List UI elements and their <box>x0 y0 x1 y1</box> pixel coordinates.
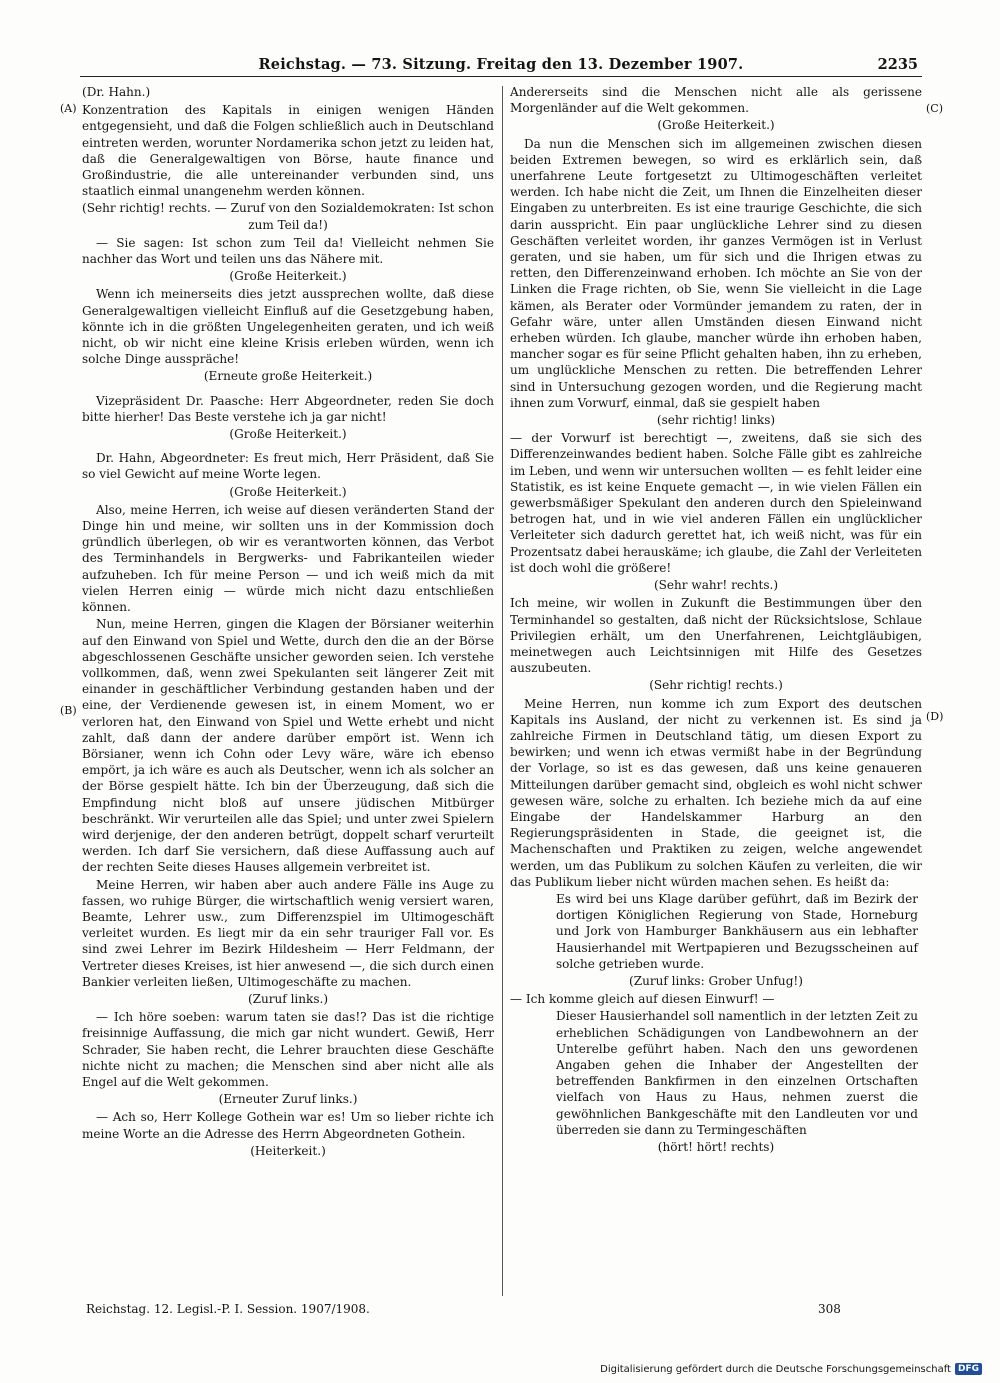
running-header <box>80 54 922 77</box>
interjection: (Große Heiterkeit.) <box>657 118 775 133</box>
paragraph: — Ach so, Herr Kollege Gothein war es! Um so lieber richte ich meine Worte an die Adresse des Herrn Abgeordneten Gothein. <box>82 1110 494 1141</box>
interjection: (Sehr richtig! rechts. — Zuruf von den Sozialdemokraten: Ist schon zum Teil da!) <box>82 201 495 232</box>
digitization-credit <box>600 1363 982 1375</box>
speaker-head: (Dr. Hahn.) <box>82 85 151 99</box>
quoted-passage: Dieser Hausierhandel soll namentlich in der letzten Zeit zu erheblichen Schädigungen von Landbewohnern an der Unterelbe geführt haben. Nach den uns gewordenen Angaben gehen die Inhaber der Angestellten der betreffenden Bankfirmen in den einzelnen Ortschaften vielfach von Haus zu Haus, nehmen zuerst die gewöhnlichen Bankgeschäfte mit den Landleuten vor und überreden sie dann zu Termingeschäften <box>556 1009 918 1137</box>
right-column <box>510 84 922 1157</box>
paragraph: Meine Herren, nun komme ich zum Export des deutschen Kapitals ins Ausland, der nicht zu verkennen ist. Es sind ja zahlreiche Firmen in Deutschland tätig, um diesen Export zu bewirken; und wenn ich etwas vermißt habe in der Begründung der Vorlage, so ist es das gewesen, daß uns keine genaueren Mitteilungen darüber gemacht sind, obgleich es wohl nicht schwer gewesen wäre, solche zu erhalten. Ich beziehe mich da auf eine Eingabe der Handelskammer Harburg an den Regierungspräsidenten in Stade, die geeignet ist, die Machenschaften und Praktiken zu zeigen, welche angewendet werden, um das Publikum zu solchen Käufen zu verleiten, die wir das Publikum lieber nicht würden machen sehen. Es heißt da: <box>510 696 922 889</box>
interjection: (Große Heiterkeit.) <box>229 427 347 442</box>
paragraph: Vizepräsident Dr. Paasche: Herr Abgeordneter, reden Sie doch bitte hierher! Das Beste verstehe ich ja gar nicht! <box>82 393 494 424</box>
paragraph: Ich meine, wir wollen in Zukunft die Bestimmungen über den Terminhandel so gestalten, daß nicht der Rücksichtslose, Schlaue Privilegien erhält, um den Unerfahrenen, Leichtgläubigen, meinetwegen auch Leichtsinnigen mit Hilfe des Gesetzes auszubeuten. <box>510 596 922 676</box>
margin-marker-d: (D) <box>926 710 944 723</box>
paragraph: Nun, meine Herren, gingen die Klagen der Börsianer weiterhin auf den Einwand von Spiel und Wette, durch den die an der Börse abgeschlossenen Geschäfte unsicher geworden seien. Ich verstehe vollkommen, daß, wenn zwei Spekulanten seit längerer Zeit mit einander in geschäftlicher Verbindung gestanden haben und der eine, der Verdienende gewesen ist, in einem Moment, wo er verloren hat, den Einwand von Spiel und Wette erhebt und nicht zahlt, daß dann der andere darüber empört ist. Wenn ich Börsianer, wenn ich Cohn oder Levy wäre, wäre ich ebenso empört, ja ich wäre es auch als Deutscher, wenn ich als solcher an der Börse gespielt hätte. Ich bin der Überzeugung, daß sich die Empfindung nicht bloß auf unsere jüdischen Mitbürger beschränkt. Wir verurteilen alle das Spiel; und unter zwei Spielern wird derjenige, der den anderen betrügt, doppelt scharf verurteilt werden. Ich darf Sie versichern, daß diese Auffassung auch auf der rechten Seite dieses Hauses allgemein verbreitet ist. <box>82 617 494 875</box>
interjection: (Heiterkeit.) <box>250 1143 326 1158</box>
footer-signature: 308 <box>818 1302 841 1316</box>
dfg-logo: DFG <box>955 1363 982 1375</box>
interjection: (Sehr wahr! rechts.) <box>653 578 779 593</box>
paragraph: — Ich komme gleich auf diesen Einwurf! — <box>510 992 775 1007</box>
interjection: (Erneute große Heiterkeit.) <box>203 369 373 384</box>
paragraph: Meine Herren, wir haben aber auch andere Fälle ins Auge zu fassen, wo ruhige Bürger, die wirtschaftlich wenig versiert waren, Beamte, Lehrer usw., zum Differenzspiel im Ultimogeschäft verleitet wurden. Es liegt mir da ein sehr trauriger Fall vor. Es sind zwei Lehrer im Bezirk Hildesheim — Herr Feldmann, der Vertreter dieses Kreises, ist hier anwesend —, die sich durch einen Bankier verleiten ließen, Ultimogeschäfte zu machen. <box>82 877 494 989</box>
margin-marker-c: (C) <box>926 102 943 115</box>
paragraph: Also, meine Herren, ich weise auf diesen veränderten Stand der Dinge hin und meine, wir sollten uns in der Kommission doch gründlich überlegen, ob wir es verantworten können, das Verbot des Terminhandels in Bergwerks- und Fabrikanteilen wieder aufzuheben. Ich für meine Person — und ich weiß mich da mit vielen Herren einig — würde mich nicht dazu entschließen können. <box>82 502 494 615</box>
credit-text: Digitalisierung gefördert durch die Deutsche Forschungsgemeinschaft <box>600 1363 951 1375</box>
footer-imprint: Reichstag. 12. Legisl.-P. I. Session. 1907/1908. <box>86 1302 370 1316</box>
paragraph: Dr. Hahn, Abgeordneter: Es freut mich, Herr Präsident, daß Sie so viel Gewicht auf meine Worte legen. <box>82 451 494 482</box>
paragraph: Andererseits sind die Menschen nicht alle als gerissene Morgenländer auf die Welt gekommen. <box>510 85 922 116</box>
paragraph: Konzentration des Kapitals in einigen wenigen Händen entgegensieht, und daß die Folgen schließlich auch in Deutschland eintreten werden, worunter Nordamerika schon jetzt zu leiden hat, daß die Generalgewaltigen von Börse, haute finance und Großindustrie, die alle untereinander verbunden sind, uns staatlich einmal unangenehm werden können. <box>82 103 494 199</box>
column-divider <box>502 86 503 1296</box>
interjection: (Zuruf links.) <box>247 991 329 1006</box>
interjection: (Große Heiterkeit.) <box>229 484 347 499</box>
interjection: (Sehr richtig! rechts.) <box>649 678 783 693</box>
paragraph: Wenn ich meinerseits dies jetzt aussprechen wollte, daß diese Generalgewaltigen vielleicht Einfluß auf die Gesetzgebung haben, könnte ich in die größten Ungelegenheiten geraten, und ich weiß nicht, ob wir nicht eine kleine Krisis erleben würden, wenn ich solche Dinge ausspräche! <box>82 287 494 367</box>
quoted-passage: Es wird bei uns Klage darüber geführt, daß im Bezirk der dortigen Königlichen Regierung von Stade, Horneburg und Jork von Hamburger Bankhäusern aus ein lebhafter Hausierhandel mit Wertpapieren und Bezugsscheinen auf solche getrieben wurde. <box>556 891 918 971</box>
paragraph: Da nun die Menschen sich im allgemeinen zwischen diesen beiden Extremen bewegen, so wird es erklärlich sein, daß unerfahrene Leute fortgesetzt zu Ultimogeschäften verleitet werden. Ich habe nicht die Zeit, um Ihnen die Einzelheiten dieser Eingaben zu unterbreiten. Es ist eine traurige Geschichte, die sich darin ausspricht. Ein paar unglückliche Lehrer sind zu diesen Geschäften verleitet worden, ihr ganzes Vermögen ist in Verlust geraten, und sie haben, um für sich und die Ihrigen etwas zu retten, den Differenzeinwand erhoben. Ich möchte an Sie von der Linken die Frage richten, ob Sie, wenn Sie vielleicht in die Lage kämen, als Berater oder Vormünder jemandem zu raten, der in Gefahr wäre, unter allen Umständen diesen Einwand nicht erheben würden. Ich glaube, mancher würde ihn erhoben haben, mancher sogar es für seine Pflicht gehalten haben, ihn zu erheben, um unglückliche Menschen zu retten. Die betreffenden Lehrer sind in Untersuchung gezogen worden, und die Regierung macht ihnen zum Vorwurf, einmal, daß sie gespielt haben <box>510 136 922 410</box>
margin-marker-a: (A) <box>60 102 77 115</box>
paragraph: — Sie sagen: Ist schon zum Teil da! Vielleicht nehmen Sie nachher das Wort und teilen uns das Nähere mit. <box>82 235 494 267</box>
margin-marker-b: (B) <box>60 704 77 717</box>
page-number: 2235 <box>877 56 918 73</box>
header-title: Reichstag. — 73. Sitzung. Freitag den 13. Dezember 1907. <box>258 56 744 73</box>
interjection: (Zuruf links: Grober Unfug!) <box>629 973 803 988</box>
interjection: (sehr richtig! links) <box>656 413 776 428</box>
interjection: (hört! hört! rechts) <box>657 1140 775 1154</box>
paragraph: — Ich höre soeben: warum taten sie das!? Das ist die richtige freisinnige Auffassung, die mich gar nicht wundert. Gewiß, Herr Schrader, Sie haben recht, die Lehrer brauchten diese Geschäfte nichte nicht zu machen; die Menschen sind aber nicht alle als Engel auf die Welt gekommen. <box>82 1010 494 1089</box>
interjection: (Erneuter Zuruf links.) <box>218 1092 358 1107</box>
paragraph: — der Vorwurf ist berechtigt —, zweitens, daß sie sich des Differenzeinwandes bedient haben. Solche Fälle gibt es zahlreiche im Leben, und wenn wir untersuchen wollten — es fehlt leider eine Statistik, es ist keine Enquete gemacht —, in wie vielen Fällen ein gewerbsmäßiger Spekulant den anderen durch den Spieleinwand betrogen hat, und in wie viel anderen Fällen ein unglücklicher Verleiteter sich dadurch gerettet hat, ich weiß nicht, was für ein Prozentsatz dabei herauskäme; ich glaube, die Zahl der Verleiteten ist doch wohl die größere! <box>510 431 922 575</box>
left-column <box>82 84 494 1161</box>
interjection: (Große Heiterkeit.) <box>229 269 347 284</box>
